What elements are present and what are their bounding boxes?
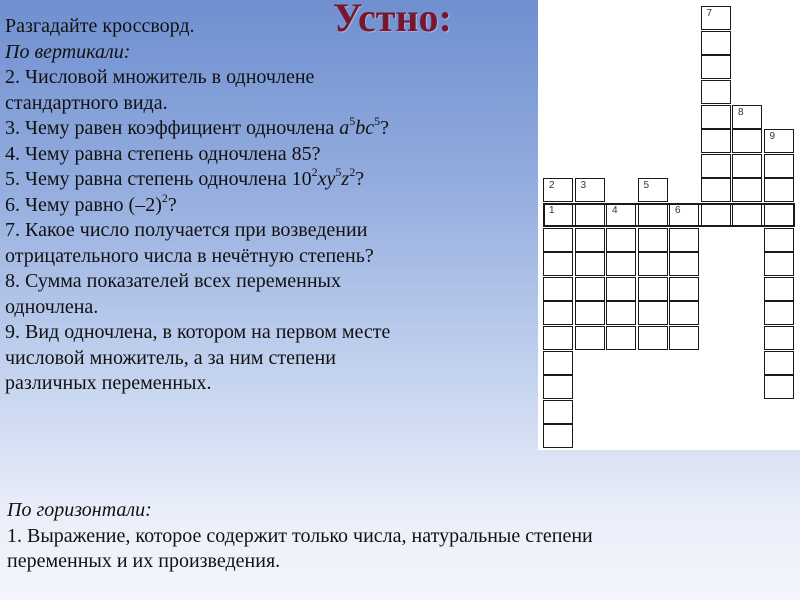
crossword-cell[interactable] [701, 80, 731, 104]
crossword-cell[interactable] [764, 129, 794, 153]
crossword-cell[interactable] [543, 375, 573, 399]
horizontal-heading: По горизонтали: [7, 499, 152, 521]
crossword-cell[interactable] [764, 203, 794, 227]
clue-4: 4. Чему равна степень одночлена 85? [5, 142, 321, 165]
crossword-cell[interactable] [575, 203, 605, 227]
crossword-cell[interactable] [764, 375, 794, 399]
intro-text: Разгадайте кроссворд. [5, 15, 195, 37]
crossword-number: 2 [549, 180, 555, 192]
clue-6: 6. Чему равно $(-2)^2$? [5, 190, 177, 216]
crossword-cell[interactable] [575, 178, 605, 202]
crossword-cell[interactable] [543, 351, 573, 375]
crossword-number: 3 [580, 180, 587, 192]
crossword-cell[interactable] [638, 301, 668, 325]
clue-7-line-2: отрицательного числа в нечётную степень? [5, 244, 374, 267]
crossword-cell[interactable] [701, 154, 731, 178]
crossword-cell[interactable] [543, 400, 573, 424]
crossword-cell[interactable] [669, 228, 699, 252]
clue-2-line-2: стандартного вида. [5, 91, 168, 114]
clue-1-line-1: 1. Выражение, которое содержит только числа, натуральные степени [7, 524, 593, 547]
crossword-cell[interactable] [732, 178, 762, 202]
crossword-cell[interactable] [764, 178, 794, 202]
crossword-cell[interactable] [638, 228, 668, 252]
crossword-cell[interactable] [701, 203, 731, 227]
crossword-cell[interactable] [543, 178, 573, 202]
crossword-cell[interactable] [543, 301, 573, 325]
crossword-cell[interactable] [764, 326, 794, 350]
crossword-number: 7 [706, 8, 713, 20]
crossword-cell[interactable] [638, 326, 668, 350]
crossword-cell[interactable] [543, 203, 573, 227]
crossword-number: 6 [675, 205, 681, 216]
clue-7-line-1: 7. Какое число получается при возведении [5, 219, 368, 241]
crossword-cell[interactable] [764, 277, 794, 301]
crossword-number: 8 [738, 106, 744, 118]
crossword-cell[interactable] [669, 301, 699, 325]
clue-9-line-3: различных переменных. [5, 372, 212, 394]
crossword-cell[interactable] [575, 228, 605, 252]
crossword-cell[interactable] [606, 252, 636, 276]
crossword-cell[interactable] [669, 326, 699, 350]
crossword-number: 5 [643, 180, 650, 192]
crossword-cell[interactable] [764, 228, 794, 252]
crossword-cell[interactable] [669, 277, 699, 301]
crossword-cell[interactable] [701, 6, 731, 30]
crossword-cell[interactable] [669, 203, 699, 227]
crossword-number: 4 [612, 205, 618, 216]
clue-5: 5. Чему равна степень одночлена $10^2xy^5z^2$? [5, 165, 365, 190]
crossword-cell[interactable] [575, 252, 605, 276]
crossword-cell[interactable] [606, 326, 636, 350]
crossword-cell[interactable] [606, 228, 636, 252]
slide-title: Устно: [333, 0, 452, 40]
crossword-cell[interactable] [638, 203, 668, 227]
clue-3: 3. Чему равен коэффициент одночлена $a^5bc^5$? [5, 114, 390, 139]
crossword-cell[interactable] [764, 351, 794, 375]
crossword-cell[interactable] [701, 55, 731, 79]
crossword-cell[interactable] [732, 105, 762, 129]
crossword-cell[interactable] [575, 301, 605, 325]
clue-2-line-1: 2. Числовой множитель в одночлене [5, 66, 315, 88]
crossword-cell[interactable] [732, 154, 762, 178]
crossword-number: 9 [769, 131, 776, 143]
crossword-cell[interactable] [575, 277, 605, 301]
crossword-cell[interactable] [543, 277, 573, 301]
crossword-cell[interactable] [764, 154, 794, 178]
crossword-cell[interactable] [606, 203, 636, 227]
crossword-cell[interactable] [732, 129, 762, 153]
vertical-clues-block [5, 14, 530, 397]
crossword-cell[interactable] [606, 301, 636, 325]
crossword-cell[interactable] [543, 252, 573, 276]
horizontal-clues-block [7, 498, 797, 575]
crossword-cell[interactable] [543, 228, 573, 252]
crossword-cell[interactable] [701, 178, 731, 202]
crossword-cell[interactable] [701, 105, 731, 129]
crossword-cell[interactable] [669, 252, 699, 276]
clue-8-line-2: одночлена. [5, 295, 99, 318]
crossword-cell[interactable] [701, 129, 731, 153]
crossword-cell[interactable] [764, 301, 794, 325]
vertical-heading: По вертикали: [5, 40, 131, 63]
crossword-cell[interactable] [543, 424, 573, 448]
crossword-cell[interactable] [732, 203, 762, 227]
crossword-cell[interactable] [638, 178, 668, 202]
crossword-cell[interactable] [701, 31, 731, 55]
crossword-cell[interactable] [575, 326, 605, 350]
crossword-number: 1 [549, 205, 555, 216]
clue-9-line-2: числовой множитель, а за ним степени [5, 346, 336, 369]
crossword-cell[interactable] [606, 277, 636, 301]
crossword-cell[interactable] [638, 277, 668, 301]
clue-8-line-1: 8. Сумма показателей всех переменных [5, 270, 341, 292]
crossword-cell[interactable] [764, 252, 794, 276]
crossword-cell[interactable] [638, 252, 668, 276]
clue-1-line-2: переменных и их произведения. [7, 550, 281, 572]
clue-9-line-1: 9. Вид одночлена, в котором на первом месте [5, 321, 391, 343]
crossword-cell[interactable] [543, 326, 573, 350]
